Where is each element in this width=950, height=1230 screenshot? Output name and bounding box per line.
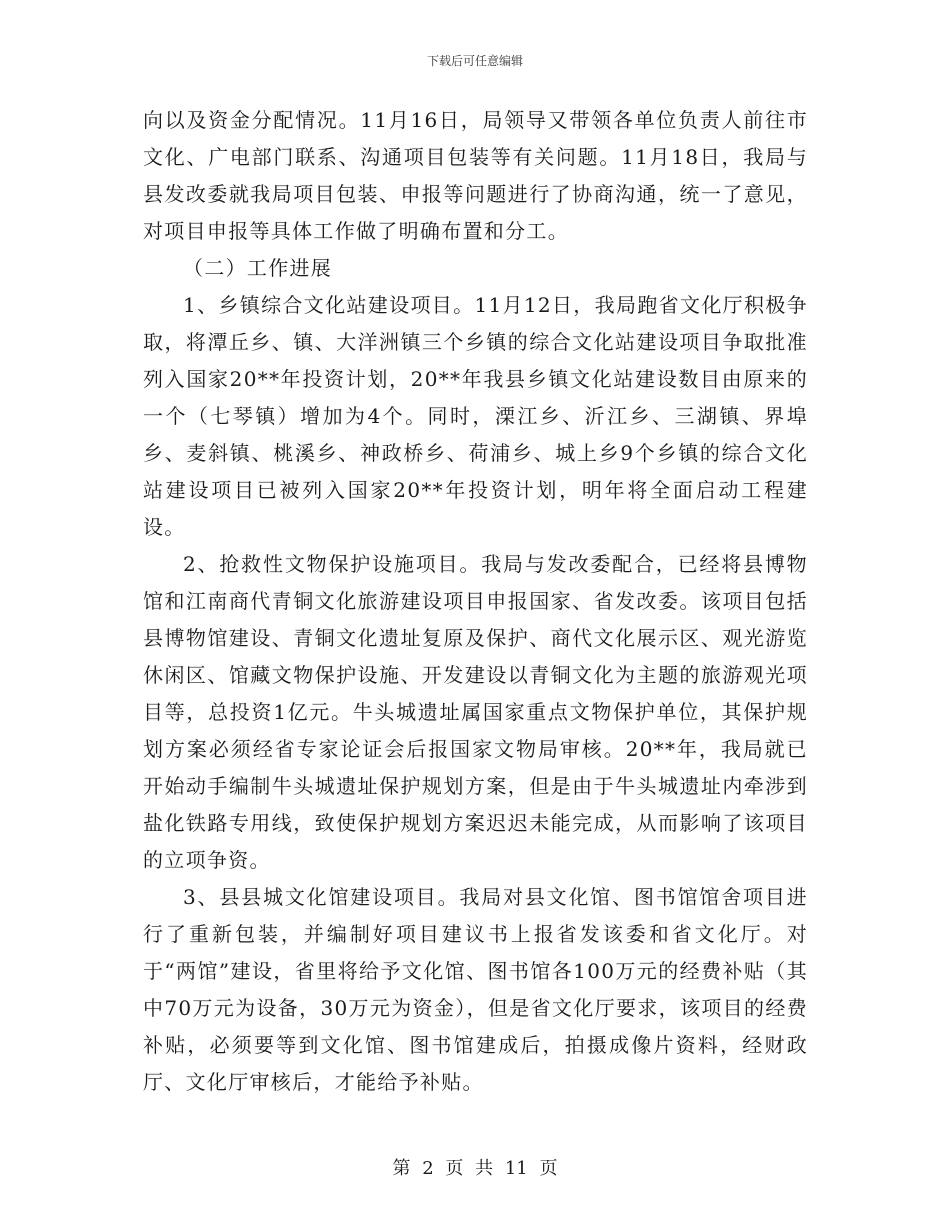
paragraph-item-3: 3、县县城文化馆建设项目。我局对县文化馆、图书馆馆舍项目进行了重新包装，并编制好项目建议书上报省发该委和省文化厅。对于“两馆”建设，省里将给予文化馆、图书馆各100万元的经费补贴（其中70万元为设备，30万元为资金），但是省文化厅要求，该项目的经费补贴，必须要等到文化馆、图书馆建成后，拍摄成像片资料，经财政厅、文化厅审核后，才能给予补贴。 xyxy=(143,885,808,1094)
page-header: 下载后可任意编辑 xyxy=(426,54,523,68)
section-heading-progress: （二）工作进展 xyxy=(183,256,333,280)
paragraph-item-1: 1、乡镇综合文化站建设项目。11月12日，我局跑省文化厅积极争取，将潭丘乡、镇、大洋洲镇三个乡镇的综合文化站建设项目争取批准列入国家20**年投资计划，20**年我县乡镇文化站建设数目由原来的一个（七琴镇）增加为4个。同时，溧江乡、沂江乡、三湖镇、界埠乡、麦斜镇、桃溪乡、神政桥乡、荷浦乡、城上乡9个乡镇的综合文化站建设项目已被列入国家20**年投资计划，明年将全面启动工程建设。 xyxy=(143,293,808,539)
paragraph-continuation: 向以及资金分配情况。11月16日，局领导又带领各单位负责人前往市文化、广电部门联系、沟通项目包装等有关问题。11月18日，我局与县发改委就我局项目包装、申报等问题进行了协商沟通，统一了意见，对项目申报等具体工作做了明确布置和分工。 xyxy=(143,108,808,243)
page-number-footer: 第 2 页 共 11 页 xyxy=(392,1158,558,1179)
body-text xyxy=(143,102,808,1101)
paragraph-item-2: 2、抢救性文物保护设施项目。我局与发改委配合，已经将县博物馆和江南商代青铜文化旅游建设项目申报国家、省发改委。该项目包括县博物馆建设、青铜文化遗址复原及保护、商代文化展示区、观光游览休闲区、馆藏文物保护设施、开发建设以青铜文化为主题的旅游观光项目等，总投资1亿元。牛头城遗址属国家重点文物保护单位，其保护规划方案必须经省专家论证会后报国家文物局审核。20**年，我局就已开始动手编制牛头城遗址保护规划方案，但是由于牛头城遗址内牵涉到盐化铁路专用线，致使保护规划方案迟迟未能完成，从而影响了该项目的立项争资。 xyxy=(143,552,808,872)
